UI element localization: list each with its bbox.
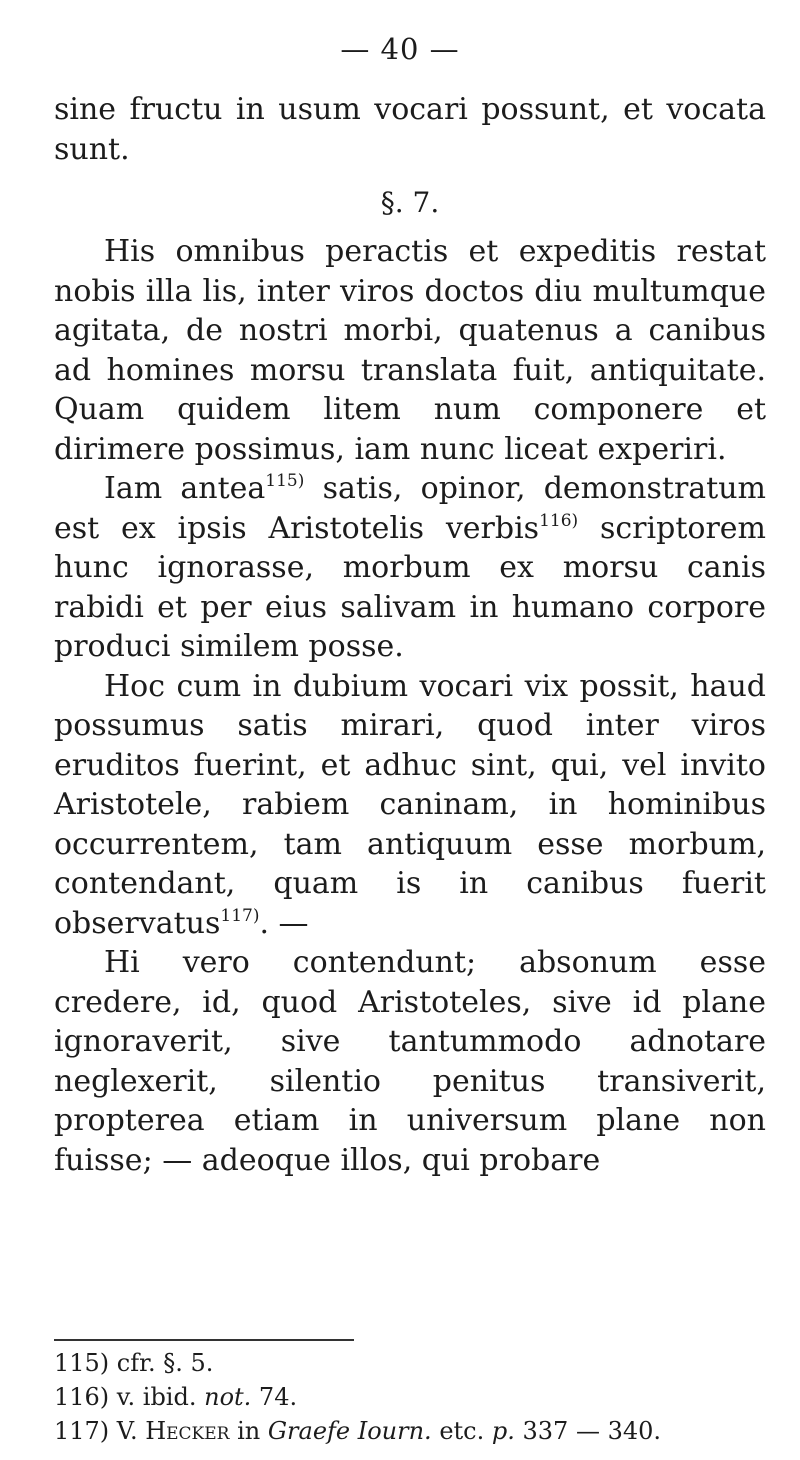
footnote-author: Hecker bbox=[145, 1417, 230, 1445]
footnote-text: etc. bbox=[431, 1417, 492, 1445]
footnote-text: in bbox=[229, 1417, 268, 1445]
main-text bbox=[54, 90, 766, 1180]
footnote-marker: 117) bbox=[54, 1417, 110, 1445]
footnote-marker: 116) bbox=[54, 1383, 110, 1411]
paragraph-1: His omnibus peractis et expeditis restat nobis illa lis, inter viros doctos diu multumque agitata, de nostri morbi, quatenus a canibus ad homines morsu translata fuit, antiquitate. Quam quidem litem num componere et dirimere possimus, iam nunc liceat experiri. bbox=[54, 234, 766, 467]
footnote-116 bbox=[54, 1380, 766, 1414]
footnote-pages: 337 — 340. bbox=[514, 1417, 662, 1445]
paragraph-3-text-b: . — bbox=[259, 905, 309, 941]
footnote-page-abbrev: p. bbox=[491, 1417, 515, 1445]
paragraph-3 bbox=[54, 667, 766, 944]
footnote-divider bbox=[54, 1339, 354, 1341]
footnotes bbox=[54, 1346, 766, 1448]
footnote-text: V. bbox=[109, 1417, 146, 1445]
section-heading: §. 7. bbox=[380, 186, 440, 219]
paragraph-3-text-a: Hoc cum in dubium vocari vix possit, haud possumus satis mirari, quod inter viros eruditos fuerint, et adhuc sint, qui, vel invito Aristotele, rabiem caninam, in hominibus occurrentem, tam antiquum esse morbum, contendant, quam is in canibus fuerit observatus bbox=[54, 668, 766, 941]
footnote-text: v. ibid. bbox=[109, 1383, 205, 1411]
paragraph-2-text-a: Iam antea bbox=[104, 471, 266, 506]
footnote-117 bbox=[54, 1414, 766, 1448]
footnote-ref-116: 116) bbox=[539, 510, 579, 531]
paragraph-2-text-c: scriptorem hunc ignorasse, morbum ex morsu canis rabidi et per eius salivam in humano corpore produci similem posse. bbox=[54, 510, 766, 664]
footnote-ref-115: 115) bbox=[265, 471, 305, 491]
footnote-journal: Graefe Iourn. bbox=[267, 1417, 432, 1445]
page-number: — 40 — bbox=[340, 32, 460, 66]
paragraph-2-text-b: satis, opinor, demonstratum est ex ipsis Aristotelis verbis bbox=[54, 471, 766, 546]
footnote-marker: 115) bbox=[54, 1349, 110, 1377]
footnote-115 bbox=[54, 1346, 766, 1380]
footnote-text: 74. bbox=[251, 1383, 298, 1411]
footnote-text: cfr. §. 5. bbox=[109, 1349, 214, 1377]
footnote-italic: not. bbox=[204, 1383, 252, 1411]
footnote-ref-117: 117) bbox=[220, 905, 260, 926]
carry-over-paragraph: sine fructu in usum vocari possunt, et vocata sunt. bbox=[54, 92, 766, 167]
paragraph-4: Hi vero contendunt; absonum esse credere, id, quod Aristoteles, sive id plane ignoraverit, sive tantummodo adnotare neglexerit, silentio penitus transiverit, propterea etiam in universum plane non fuisse; — adeoque illos, qui probare bbox=[54, 945, 766, 1178]
paragraph-2 bbox=[54, 469, 766, 667]
